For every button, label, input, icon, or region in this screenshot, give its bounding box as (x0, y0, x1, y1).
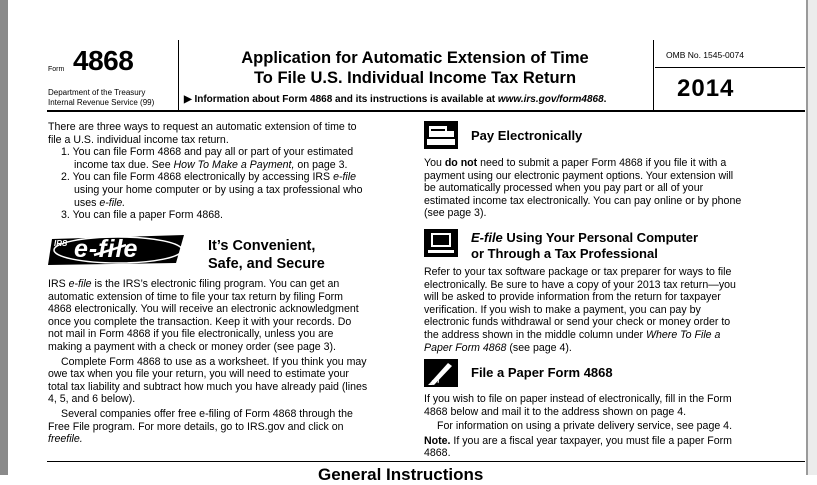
efile-computer-heading (471, 230, 801, 262)
efile-p3-line-3: freefile. (48, 433, 83, 446)
pay-line-5: (see page 3). (424, 207, 487, 220)
ef-line-5: electronic funds withdrawal or send your check or money order to (424, 316, 731, 329)
efile-p1-line-2: automatic extension of time to file your tax return by filing Form (48, 290, 343, 303)
efile-p2-line-1: Complete Form 4868 to use as a worksheet. If you think you may (61, 355, 367, 368)
efile-p3-line-2: Free File program. For more details, go to IRS.gov and click on (48, 420, 344, 433)
tax-year: 2014 (677, 75, 735, 102)
title-line-1: Application for Automatic Extension of Time (241, 49, 589, 67)
efile-paragraphs (48, 278, 403, 446)
pp-line-1: If you wish to file on paper instead of electronically, fill in the Form (424, 393, 732, 405)
pay-electronically-text (424, 157, 806, 220)
pp-line-4: Note. If you are a fiscal year taxpayer, you must file a paper Form (424, 434, 732, 447)
card-payment-glyph (424, 121, 458, 149)
paper-form-icon (424, 359, 458, 387)
department-name (48, 88, 154, 108)
efile-logo-irs: IRS (54, 239, 68, 248)
pay-electronically-heading: Pay Electronically (471, 128, 583, 143)
pp-line-2: 4868 below and mail it to the address shown on page 4. (424, 405, 687, 418)
efile-p1-line-5: not mail in Form 4868 if you file electronically, unless you are (48, 328, 334, 341)
info-prefix: ▶ Information about Form 4868 and its instructions is available at (184, 94, 498, 105)
pp-line-3: For information on using a private delivery service, see page 4. (437, 420, 733, 433)
department-line-2: Internal Revenue Service (99) (48, 98, 155, 107)
title-line-2: To File U.S. Individual Income Tax Return (253, 69, 577, 87)
header-rule (47, 110, 805, 112)
efile-computer-text (424, 266, 806, 354)
intro-line-1: There are three ways to request an automatic extension of time to (48, 121, 357, 133)
efile-p1-line-3: 4868 electronically. You will receive an electronic acknowledgment (48, 303, 359, 316)
efile-logo-text: e-file (74, 235, 139, 263)
form-label: Form (48, 66, 65, 73)
pay-line-3: be automatically processed when you pay part or all of your (424, 182, 704, 195)
convenient-line-1: It’s Convenient, (208, 238, 316, 254)
left-viewer-edge (0, 0, 8, 475)
computer-glyph (424, 229, 458, 257)
convenient-line-2: Safe, and Secure (208, 256, 325, 272)
paper-form-text (424, 393, 806, 460)
option-1-line-1: 1. You can file Form 4868 and pay all or part of your estimated (61, 146, 354, 159)
info-line (184, 94, 606, 105)
omb-number: OMB No. 1545-0074 (666, 50, 744, 60)
pay-line-4: estimated income tax electronically. You can pay online or by phone (424, 194, 742, 207)
pen-paper-glyph (424, 359, 458, 387)
pp-line-5: 4868. (424, 447, 451, 460)
option-1-line-2: income tax due. See How To Make a Payment, on page 3. (74, 158, 348, 171)
general-instructions-heading: General Instructions (318, 465, 484, 484)
efile-computer-heading-line-1: E-file Using Your Personal Computer (471, 230, 699, 245)
option-2-line-2: using your home computer or by using a tax professional who (74, 183, 363, 196)
ef-line-7: Paper Form 4868 (see page 4). (424, 341, 572, 354)
efile-p2-line-3: total tax liability and subtract how much you have already paid (lines (48, 380, 368, 393)
form-number: 4868 (73, 45, 134, 76)
efile-p1-line-6: making a payment with a check or money order (see page 3). (48, 340, 336, 353)
efile-p1-line-4: once you complete the transaction. Keep it with your records. Do (48, 315, 352, 328)
ef-line-1: Refer to your tax software package or tax preparer for ways to file (424, 266, 732, 278)
intro-line-2: file a U.S. individual income tax return. (48, 133, 229, 146)
option-2-line-1: 2. You can file Form 4868 electronically by accessing IRS e-file (61, 171, 357, 184)
option-3: 3. You can file a paper Form 4868. (61, 209, 223, 222)
option-2-line-3: uses e-file. (74, 196, 126, 209)
pay-line-1: You do not need to submit a paper Form 4868 if you file it with a (424, 157, 727, 169)
info-url-link[interactable]: www.irs.gov/form4868 (497, 94, 604, 105)
irs-efile-logo (48, 233, 188, 267)
info-suffix: . (603, 94, 607, 105)
department-line-1: Department of the Treasury (48, 88, 146, 97)
pay-line-2: payment using our electronic payment options. Your extension will (424, 169, 734, 182)
footer-rule (47, 461, 805, 462)
ef-line-3: will be asked to provide information from the return for taxpayer (424, 291, 721, 304)
efile-p1-line-1: IRS e-file is the IRS’s electronic filing program. You can get an (48, 278, 340, 290)
ef-line-4: verification. If you wish to make a payment, you can pay by (424, 303, 701, 316)
efile-p2-line-2: owe tax when you file your return, you will need to estimate your (48, 368, 349, 381)
efile-p2-line-4: 4, 5, and 6 below). (48, 393, 136, 406)
ef-line-2: electronically. Be sure to have a copy of your 2013 tax return—you (424, 278, 736, 291)
form-title (180, 48, 650, 88)
header-divider-left (178, 40, 179, 110)
ef-line-6: the address shown in the middle column under Where To File a (424, 328, 721, 341)
efile-computer-heading-line-2: or Through a Tax Professional (471, 246, 658, 261)
computer-icon (424, 229, 458, 257)
right-viewer-gutter (808, 0, 817, 475)
left-column (48, 121, 403, 222)
efile-p3-line-1: Several companies offer free e-filing of Form 4868 through the (61, 407, 353, 420)
omb-divider (655, 67, 805, 68)
convenient-heading (208, 237, 325, 273)
paper-form-heading: File a Paper Form 4868 (471, 365, 613, 380)
header-divider-right (653, 40, 654, 110)
pay-electronically-icon (424, 121, 458, 149)
